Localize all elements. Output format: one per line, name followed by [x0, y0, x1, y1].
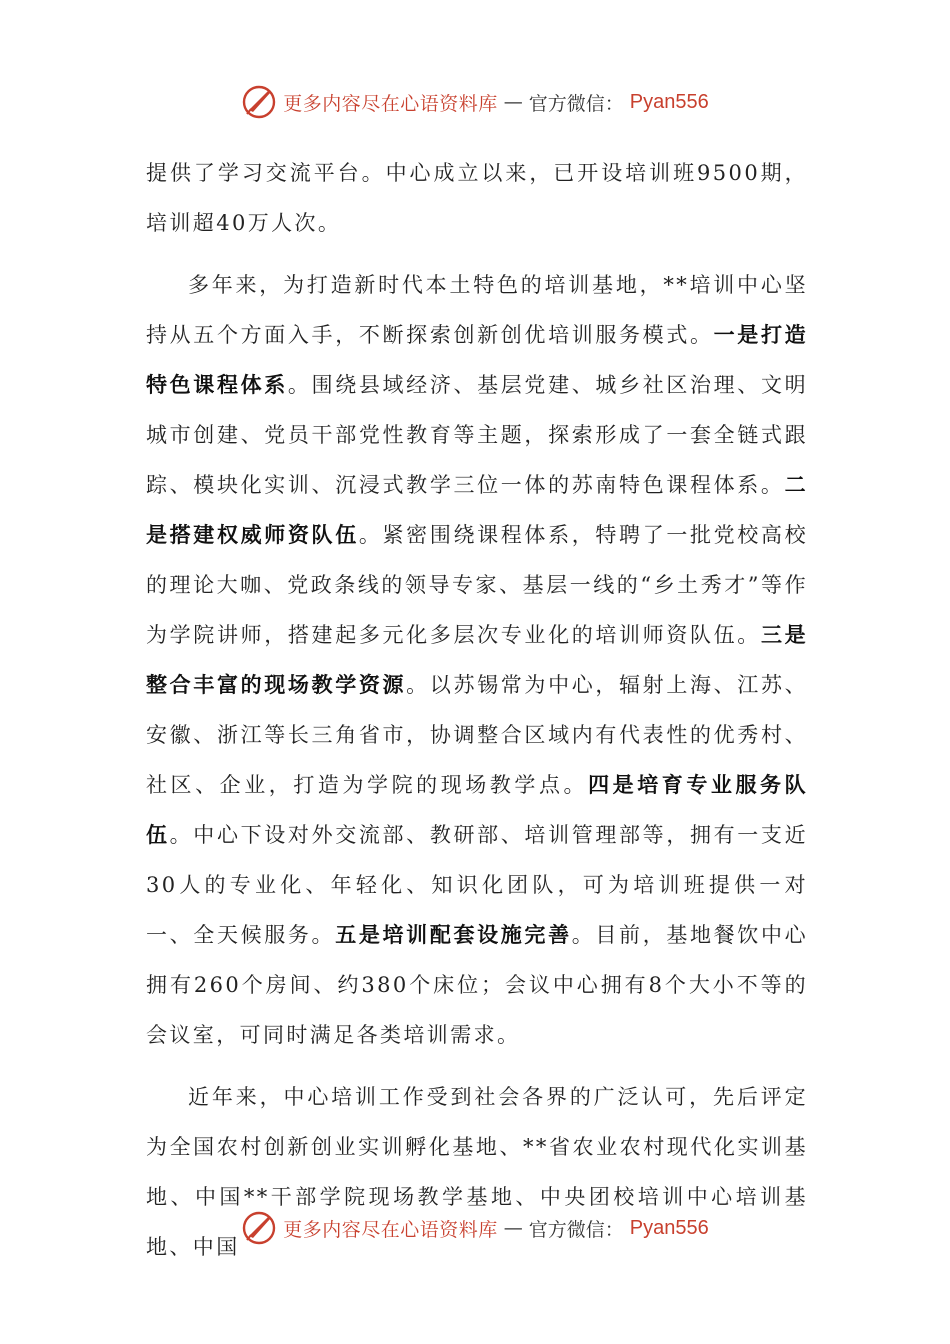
paragraph [146, 260, 808, 1060]
bold-heading-segment: 四是培育专业服务队伍 [146, 772, 808, 847]
text-segment: 提供了学习交流平台。中心成立以来，已开设培训班9500期，培训超40万人次。 [146, 161, 808, 235]
watermark-site-text: 更多内容尽在心语资料库 [283, 1218, 498, 1241]
quill-logo-icon [241, 84, 277, 120]
bold-heading-segment: 五是培训配套设施完善 [335, 922, 572, 947]
paragraph [146, 148, 808, 248]
paragraph-gap [146, 248, 808, 260]
document-body [146, 148, 808, 1272]
watermark-dash: — [503, 91, 523, 113]
watermark-dash: — [503, 1217, 523, 1239]
watermark-wechat-id: Pyan556 [629, 1216, 709, 1239]
text-segment: 。目前，基地餐饮中心拥有260个房间、约380个床位；会议中心拥有8个大小不等的会议室，可同时满足各类培训需求。 [146, 923, 809, 1047]
text-segment: 。中心下设对外交流部、教研部、培训管理部等，拥有一支近30人的专业化、年轻化、知识化团队，可为培训班提供一对一、全天候服务。 [146, 823, 808, 947]
header-watermark [0, 82, 950, 122]
bold-heading-segment: 一是打造特色课程体系 [146, 322, 808, 397]
text-segment: 。围绕县域经济、基层党建、城乡社区治理、文明城市创建、党员干部党性教育等主题，探索形成了一套全链式跟踪、模块化实训、沉浸式教学三位一体的苏南特色课程体系。 [146, 373, 808, 497]
watermark-site-text: 更多内容尽在心语资料库 [283, 92, 498, 115]
quill-logo-icon [241, 1210, 277, 1246]
bold-heading-segment: 二是搭建权威师资队伍 [146, 472, 808, 547]
watermark-wechat-label: 官方微信： [528, 92, 624, 115]
text-segment: 。以苏锡常为中心，辐射上海、江苏、安徽、浙江等长三角省市，协调整合区域内有代表性的优秀村、社区、企业，打造为学院的现场教学点。 [146, 673, 808, 797]
text-segment: 多年来，为打造新时代本土特色的培训基地，**培训中心坚持从五个方面入手，不断探索创新创优培训服务模式。 [146, 273, 808, 347]
text-segment: 。紧密围绕课程体系，特聘了一批党校高校的理论大咖、党政条线的领导专家、基层一线的“乡土秀才”等作为学院讲师，搭建起多元化多层次专业化的培训师资队伍。 [146, 523, 808, 647]
bold-heading-segment: 三是整合丰富的现场教学资源 [146, 622, 808, 697]
paragraph-gap [146, 1060, 808, 1072]
footer-watermark [0, 1208, 950, 1248]
watermark-wechat-label: 官方微信： [528, 1218, 624, 1241]
text-segment: 近年来，中心培训工作受到社会各界的广泛认可，先后评定为全国农村创新创业实训孵化基地、**省农业农村现代化实训基地、中国**干部学院现场教学基地、中央团校培训中心培训基地、中国 [146, 1085, 808, 1259]
watermark-wechat-id: Pyan556 [629, 90, 709, 113]
